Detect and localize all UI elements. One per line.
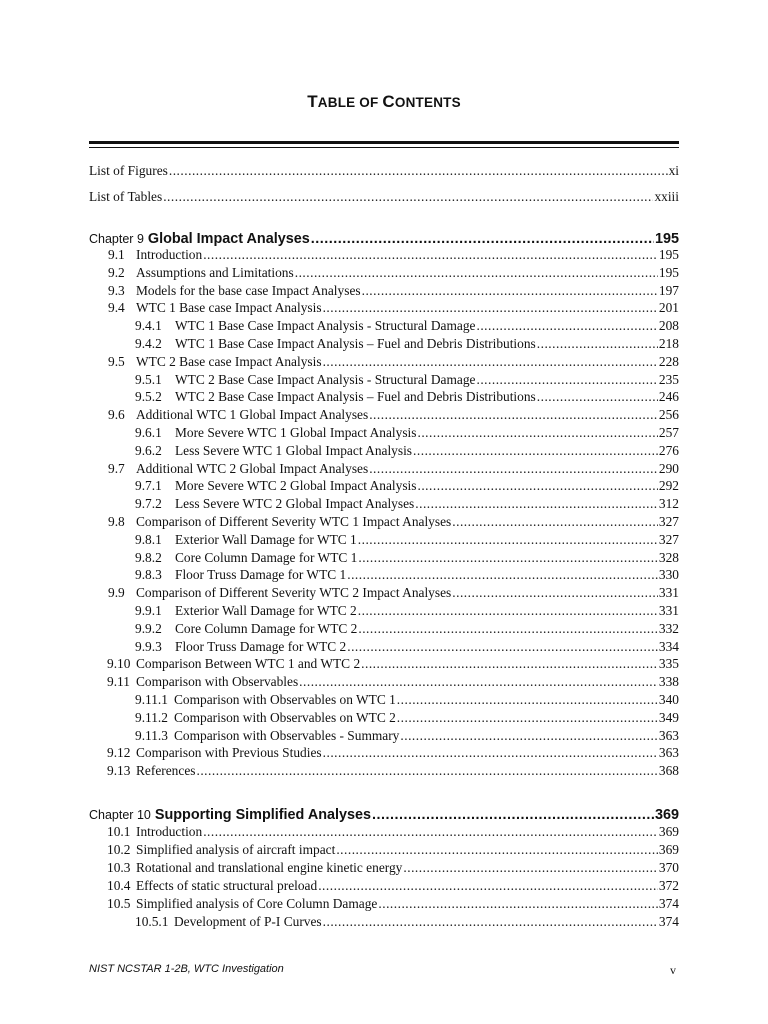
toc-entry-title: Comparison with Previous Studies bbox=[136, 745, 322, 761]
toc-entry[interactable] bbox=[135, 371, 679, 389]
dot-leader bbox=[452, 513, 658, 531]
toc-entry-title: Floor Truss Damage for WTC 2 bbox=[175, 638, 347, 654]
toc-entry-page: 257 bbox=[658, 425, 679, 440]
dot-leader bbox=[400, 727, 658, 745]
toc-entry-title: WTC 1 Base case Impact Analysis bbox=[136, 300, 322, 316]
toc-entry-page: 276 bbox=[658, 442, 679, 458]
footer-page-number: v bbox=[670, 963, 676, 977]
toc-entry-page: 195 bbox=[658, 247, 679, 262]
dot-leader bbox=[362, 282, 658, 300]
toc-entry-title: Assumptions and Limitations bbox=[136, 264, 294, 280]
chapter-page: 195 bbox=[654, 231, 679, 247]
toc-entry-title: Comparison with Observables on WTC 1 bbox=[174, 692, 396, 707]
toc-entry[interactable] bbox=[108, 299, 679, 317]
toc-entry-number: 10.5.1 bbox=[135, 914, 169, 929]
dot-leader bbox=[318, 877, 658, 895]
toc-entry-title: More Severe WTC 1 Global Impact Analysis bbox=[175, 425, 417, 440]
toc-entry-page: 340 bbox=[658, 692, 679, 707]
toc-entry-title: WTC 2 Base Case Impact Analysis – Fuel and Debris Distributions bbox=[175, 389, 536, 405]
toc-entry[interactable] bbox=[107, 673, 679, 691]
toc-entry-title: List of Figures bbox=[89, 163, 168, 178]
toc-entry-title: More Severe WTC 2 Global Impact Analysis bbox=[175, 478, 417, 494]
toc-entry-number: 10.4 bbox=[107, 878, 131, 893]
toc-entry-number: 9.6.2 bbox=[135, 442, 162, 458]
toc-entry-number: 9.4.1 bbox=[135, 318, 162, 334]
toc-entry[interactable] bbox=[107, 823, 679, 841]
dot-leader bbox=[476, 371, 657, 389]
toc-entry-page: 292 bbox=[658, 478, 679, 494]
toc-entry-page: 338 bbox=[658, 674, 679, 690]
toc-entry-number: 9.8.2 bbox=[135, 549, 162, 565]
title-rule-thick bbox=[89, 141, 679, 144]
toc-entry-number: 10.1 bbox=[107, 824, 131, 839]
toc-entry-page: xxiii bbox=[654, 189, 679, 204]
toc-entry[interactable] bbox=[135, 566, 679, 584]
dot-leader bbox=[203, 823, 658, 841]
toc-entry-number: 9.11.1 bbox=[135, 692, 168, 707]
toc-entry-title: Less Severe WTC 1 Global Impact Analysis bbox=[175, 442, 413, 458]
toc-entry-page: 374 bbox=[658, 914, 679, 929]
toc-entry-title: Comparison with Observables - Summary bbox=[174, 727, 400, 743]
title-initial-2: C bbox=[382, 92, 395, 111]
toc-entry[interactable] bbox=[135, 317, 679, 335]
toc-entry-number: 10.3 bbox=[107, 860, 131, 875]
toc-entry-page: 334 bbox=[658, 638, 679, 654]
toc-entry-page: 331 bbox=[658, 585, 679, 601]
toc-entry[interactable] bbox=[107, 762, 679, 780]
dot-leader bbox=[537, 335, 658, 353]
toc-entry-title: Development of P-I Curves bbox=[174, 914, 322, 929]
toc-entry-page: xi bbox=[668, 163, 679, 178]
toc-entry-title: References bbox=[136, 763, 196, 779]
dot-leader bbox=[163, 188, 653, 206]
toc-entry-title: Effects of static structural preload bbox=[136, 878, 318, 893]
toc-entry[interactable] bbox=[135, 709, 679, 727]
toc-entry-title: WTC 1 Base Case Impact Analysis - Structural Damage bbox=[175, 318, 476, 334]
toc-entry-title: Core Column Damage for WTC 1 bbox=[175, 549, 358, 565]
toc-entry[interactable] bbox=[135, 531, 679, 549]
dot-leader bbox=[203, 246, 658, 264]
dot-leader bbox=[169, 162, 668, 180]
chapter-page: 369 bbox=[654, 807, 679, 823]
toc-entry-title: Exterior Wall Damage for WTC 2 bbox=[175, 603, 357, 618]
toc-entry-page: 201 bbox=[658, 300, 679, 316]
toc-entry-page: 197 bbox=[658, 282, 679, 298]
dot-leader bbox=[378, 895, 658, 913]
toc-entry-number: 9.5.2 bbox=[135, 389, 162, 405]
dot-leader bbox=[417, 477, 657, 495]
toc-entry[interactable] bbox=[108, 584, 679, 602]
dot-leader bbox=[361, 655, 658, 673]
toc-entry-number: 9.11.2 bbox=[135, 709, 168, 725]
title-rule-thin bbox=[89, 147, 679, 148]
toc-entry[interactable] bbox=[135, 620, 679, 638]
toc-entry[interactable] bbox=[135, 477, 679, 495]
toc-entry[interactable] bbox=[135, 727, 679, 745]
toc-entry-page: 228 bbox=[658, 353, 679, 369]
toc-entry-number: 9.12 bbox=[107, 745, 131, 761]
toc-entry-number: 9.1 bbox=[108, 247, 125, 262]
toc-entry[interactable] bbox=[135, 691, 679, 709]
toc-entry-page: 330 bbox=[658, 567, 679, 583]
toc-entry-number: 9.9.1 bbox=[135, 603, 162, 618]
dot-leader bbox=[323, 913, 658, 931]
toc-entry-title: Less Severe WTC 2 Global Impact Analyses bbox=[175, 496, 415, 512]
toc-entry[interactable] bbox=[107, 841, 679, 859]
dot-leader bbox=[347, 638, 658, 656]
dot-leader bbox=[452, 584, 658, 602]
title-initial-1: T bbox=[307, 92, 318, 111]
toc-entry[interactable] bbox=[135, 913, 679, 931]
dot-leader bbox=[397, 691, 658, 709]
toc-entry-page: 328 bbox=[658, 549, 679, 565]
dot-leader bbox=[415, 495, 658, 513]
toc-entry-title: Additional WTC 1 Global Impact Analyses bbox=[136, 407, 369, 423]
toc-entry-page: 363 bbox=[658, 727, 679, 743]
toc-entry-page: 218 bbox=[658, 336, 679, 351]
toc-entry-title: List of Tables bbox=[89, 189, 163, 204]
toc-entry-title: Introduction bbox=[136, 824, 203, 839]
toc-entry[interactable] bbox=[107, 859, 679, 877]
toc-entry-page: 332 bbox=[658, 620, 679, 636]
toc-entry-title: Floor Truss Damage for WTC 1 bbox=[175, 567, 347, 583]
toc-entry[interactable] bbox=[108, 282, 679, 300]
chapter-title: Supporting Simplified Analyses bbox=[154, 807, 372, 823]
dot-leader bbox=[369, 406, 658, 424]
dot-leader bbox=[358, 602, 658, 620]
chapter-label: Chapter 9 bbox=[89, 232, 144, 246]
toc-entry-number: 9.7.1 bbox=[135, 478, 162, 494]
toc-entry-title: Models for the base case Impact Analyses bbox=[136, 282, 361, 298]
toc-entry-page: 256 bbox=[658, 407, 679, 423]
toc-entry[interactable] bbox=[135, 495, 679, 513]
dot-leader bbox=[323, 744, 658, 762]
toc-entry-page: 195 bbox=[658, 264, 679, 280]
toc-entry-page: 349 bbox=[658, 709, 679, 725]
toc-entry-number: 9.3 bbox=[108, 282, 125, 298]
toc-entry-title: Introduction bbox=[136, 247, 203, 262]
toc-entry-list-of-tables[interactable] bbox=[89, 188, 679, 206]
toc-entry-page: 327 bbox=[658, 531, 679, 547]
toc-entry[interactable] bbox=[107, 655, 679, 673]
dot-leader bbox=[358, 549, 658, 567]
toc-entry-page: 290 bbox=[658, 460, 679, 476]
toc-entry[interactable] bbox=[107, 744, 679, 762]
dot-leader bbox=[358, 620, 658, 638]
dot-leader bbox=[417, 424, 657, 442]
dot-leader bbox=[476, 317, 657, 335]
dot-leader bbox=[323, 353, 658, 371]
dot-leader bbox=[323, 299, 658, 317]
toc-entry-page: 374 bbox=[658, 896, 679, 911]
toc-entry[interactable] bbox=[135, 549, 679, 567]
toc-entry-number: 9.11.3 bbox=[135, 727, 168, 743]
toc-entry[interactable] bbox=[108, 460, 679, 478]
toc-entry-number: 10.2 bbox=[107, 842, 131, 857]
chapter-label: Chapter 10 bbox=[89, 808, 151, 822]
toc-entry-number: 9.9.3 bbox=[135, 638, 162, 654]
dot-leader bbox=[413, 442, 658, 460]
dot-leader bbox=[336, 841, 658, 859]
toc-entry[interactable] bbox=[135, 442, 679, 460]
toc-entry-number: 10.5 bbox=[107, 896, 131, 911]
toc-entry-title: Comparison Between WTC 1 and WTC 2 bbox=[136, 656, 361, 672]
toc-entry-page: 368 bbox=[658, 763, 679, 779]
toc-entry[interactable] bbox=[107, 877, 679, 895]
toc-entry[interactable] bbox=[135, 638, 679, 656]
toc-entry[interactable] bbox=[108, 353, 679, 371]
dot-leader bbox=[369, 460, 658, 478]
toc-entry[interactable] bbox=[108, 264, 679, 282]
toc-entry-number: 9.9.2 bbox=[135, 620, 162, 636]
dot-leader bbox=[397, 709, 658, 727]
toc-entry-number: 9.10 bbox=[107, 656, 131, 672]
toc-entry[interactable] bbox=[108, 513, 679, 531]
toc-entry-title: WTC 1 Base Case Impact Analysis – Fuel and Debris Distributions bbox=[175, 336, 536, 351]
toc-entry[interactable] bbox=[135, 424, 679, 442]
toc-entry-number: 9.8 bbox=[108, 514, 125, 529]
toc-entry-page: 208 bbox=[658, 318, 679, 334]
toc-entry-title: Additional WTC 2 Global Impact Analyses bbox=[136, 460, 369, 476]
toc-entry-number: 9.8.1 bbox=[135, 531, 162, 547]
toc-entry-page: 372 bbox=[658, 878, 679, 893]
toc-entry-number: 9.4 bbox=[108, 300, 125, 316]
dot-leader bbox=[372, 805, 654, 825]
toc-entry-title: Comparison with Observables bbox=[136, 674, 299, 690]
toc-entry-page: 246 bbox=[658, 389, 679, 405]
dot-leader bbox=[299, 673, 658, 691]
dot-leader bbox=[347, 566, 658, 584]
toc-entry-number: 9.6 bbox=[108, 407, 125, 423]
toc-entry-number: 9.8.3 bbox=[135, 567, 162, 583]
toc-entry-title: Simplified analysis of Core Column Damage bbox=[136, 896, 378, 911]
toc-entry[interactable] bbox=[135, 335, 679, 353]
toc-entry-title: Comparison with Observables on WTC 2 bbox=[174, 709, 396, 725]
toc-entry-title: Comparison of Different Severity WTC 2 Impact Analyses bbox=[136, 585, 452, 601]
footer-report-id: NIST NCSTAR 1-2B, WTC Investigation bbox=[89, 963, 284, 975]
toc-entry-title: Comparison of Different Severity WTC 1 Impact Analyses bbox=[136, 514, 452, 529]
toc-entry-page: 335 bbox=[658, 656, 679, 672]
toc-entry-page: 235 bbox=[658, 371, 679, 387]
toc-entry-number: 9.2 bbox=[108, 264, 125, 280]
toc-entry-number: 9.4.2 bbox=[135, 336, 162, 351]
title-rest-2: ONTENTS bbox=[394, 95, 461, 110]
toc-entry[interactable] bbox=[108, 246, 679, 264]
title-rest-1: ABLE OF bbox=[317, 95, 383, 110]
toc-entry-number: 9.9 bbox=[108, 585, 125, 601]
toc-entry[interactable] bbox=[135, 602, 679, 620]
dot-leader bbox=[358, 531, 658, 549]
dot-leader bbox=[295, 264, 658, 282]
toc-entry-page: 369 bbox=[658, 824, 679, 839]
toc-entry-number: 9.5.1 bbox=[135, 371, 162, 387]
toc-entry-title: Exterior Wall Damage for WTC 1 bbox=[175, 531, 357, 547]
toc-entry-page: 331 bbox=[658, 603, 679, 618]
toc-entry-number: 9.5 bbox=[108, 353, 125, 369]
toc-entry-page: 369 bbox=[658, 842, 679, 857]
toc-entry-title: Simplified analysis of aircraft impact bbox=[136, 842, 336, 857]
toc-chapter-10[interactable] bbox=[89, 805, 679, 825]
toc-entry-number: 9.6.1 bbox=[135, 425, 162, 440]
toc-entry-page: 370 bbox=[658, 860, 679, 875]
toc-entry[interactable] bbox=[135, 388, 679, 406]
dot-leader bbox=[196, 762, 657, 780]
toc-entry[interactable] bbox=[108, 406, 679, 424]
toc-entry-number: 9.11 bbox=[107, 674, 130, 690]
page-title bbox=[0, 92, 768, 112]
toc-entry-list-of-figures[interactable] bbox=[89, 162, 679, 180]
toc-entry-number: 9.7.2 bbox=[135, 496, 162, 512]
toc-entry-title: Rotational and translational engine kinetic energy bbox=[136, 860, 403, 875]
toc-entry-page: 327 bbox=[658, 514, 679, 529]
toc-entry-number: 9.7 bbox=[108, 460, 125, 476]
dot-leader bbox=[537, 388, 658, 406]
toc-entry-title: WTC 2 Base case Impact Analysis bbox=[136, 353, 322, 369]
toc-entry-page: 312 bbox=[658, 496, 679, 512]
toc-entry-title: Core Column Damage for WTC 2 bbox=[175, 620, 358, 636]
dot-leader bbox=[403, 859, 658, 877]
toc-entry-page: 363 bbox=[658, 745, 679, 761]
toc-entry-number: 9.13 bbox=[107, 763, 131, 779]
toc-entry-title: WTC 2 Base Case Impact Analysis - Structural Damage bbox=[175, 371, 476, 387]
chapter-title: Global Impact Analyses bbox=[147, 231, 310, 247]
toc-entry[interactable] bbox=[107, 895, 679, 913]
